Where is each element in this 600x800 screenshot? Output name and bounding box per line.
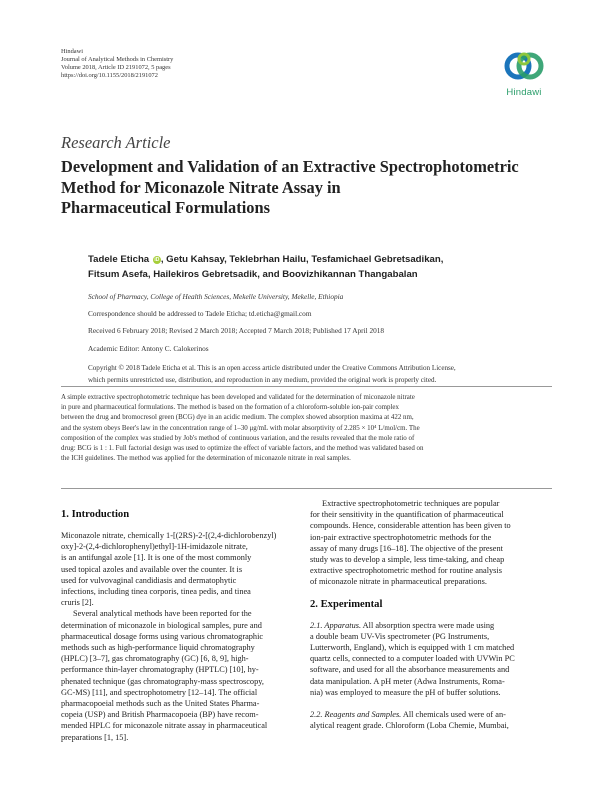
body-text: All chemicals used were of an- [401, 710, 506, 720]
body-line: is an antifungal azole [1]. It is one of the most commonly [61, 553, 252, 563]
body-line: study was to develop a simple, less time-taking, and cheap [310, 555, 505, 565]
abstract-line: composition of the complex was studied by Job's method of continuous variation, and the results revealed that the mole ratio of [61, 433, 415, 442]
body-line: Extractive spectrophotometric techniques are popular [322, 499, 500, 508]
journal-name: Journal of Analytical Methods in Chemistry [61, 56, 174, 63]
logo-wordmark: Hindawi [506, 87, 542, 98]
author-list [88, 253, 558, 282]
abstract [61, 392, 552, 463]
section-heading-experimental: 2. Experimental [310, 598, 383, 610]
subsection-apparatus: 2.1. Apparatus. [310, 620, 362, 630]
title-line: Method for Miconazole Nitrate Assay in [61, 177, 341, 197]
abstract-top-divider [61, 386, 552, 387]
abstract-bottom-divider [61, 488, 552, 489]
body-line: mended HPLC for miconazole nitrate assay in pharmaceutical [61, 721, 268, 731]
body-line: ion-pair extractive spectrophotometric methods for the [310, 532, 492, 542]
body-line: infections, including tinea corporis, tinea pedis, and tinea [61, 587, 251, 597]
left-column [61, 498, 302, 743]
author-line: Fitsum Asefa, Hailekiros Gebretsadik, and Boovizhikannan Thangabalan [88, 268, 418, 280]
body-line: software, and used for all the absorbance measurements and [310, 665, 510, 675]
author-line [88, 253, 558, 268]
body-line: compounds. Hence, considerable attention has been given to [310, 521, 511, 531]
doi-link[interactable]: https://doi.org/10.1155/2018/2191072 [61, 72, 158, 79]
abstract-line: A simple extractive spectrophotometric technique has been developed and validated for the determination of miconazole nitrate [61, 393, 415, 401]
copyright-line: Copyright © 2018 Tadele Eticha et al. This is an open access article distributed under the Creative Commons Attribution License, [88, 364, 456, 372]
orcid-icon[interactable]: iD [154, 257, 160, 263]
body-line: determination of miconazole in biological samples, pure and [61, 620, 262, 630]
body-line: used for vulvovaginal candidiasis and dermatophytic [61, 575, 237, 585]
abstract-line: the ICH guidelines. The method was applied for the determination of miconazole nitrate in real samples. [61, 454, 351, 463]
abstract-line: drug: BCG is 1 : 1. Full factorial design was used to optimize the effect of variable factors, and the method was validated based on [61, 444, 424, 453]
journal-meta [61, 48, 173, 80]
publisher-name: Hindawi [61, 48, 84, 55]
abstract-line: and the system obeys Beer's law in the concentration range of 1–30 μg/mL with molar absorptivity of 2.285 × 10⁴ L/mol/cm. The [61, 423, 420, 432]
body-line: phenated technique (gas chromatography-mass spectroscopy, [61, 676, 264, 686]
publication-dates: Received 6 February 2018; Revised 2 March 2018; Accepted 7 March 2018; Published 17 April 2018 [88, 326, 385, 335]
body-line: copeia (USP) and British Pharmacopoeia (BP) have recom- [61, 710, 259, 720]
paper-title [61, 157, 551, 219]
abstract-line: in pure and pharmaceutical formulations. The method is based on the formation of a chloroform-soluble ion-pair complex [61, 403, 399, 412]
copyright-notice [88, 363, 552, 386]
body-line [310, 709, 551, 720]
title-line: Development and Validation of an Extractive Spectrophotometric [61, 157, 519, 176]
section-heading-introduction: 1. Introduction [61, 509, 130, 520]
body-line: extractive spectrophotometric method for routine analysis [310, 566, 502, 576]
author-line-rest: , Getu Kahsay, Teklebrhan Hailu, Tesfamichael Gebretsadikan, [160, 254, 444, 265]
title-line: Pharmaceutical Formulations [61, 198, 270, 217]
body-line: pharmacopoeial methods such as the United States Pharma- [61, 699, 260, 709]
affiliation: School of Pharmacy, College of Health Sciences, Mekelle University, Mekelle, Ethiopia [88, 292, 344, 301]
body-line: performance thin-layer chromatography (HPTLC) [10], hy- [61, 665, 259, 675]
body-line: for their sensitivity in the quantification of pharmaceutical [310, 510, 504, 520]
right-column [310, 498, 551, 731]
correspondence: Correspondence should be addressed to Tadele Eticha; td.eticha@gmail.com [88, 309, 312, 318]
body-line: oxy]-2-(2,4-dichlorophenyl)ethyl]-1H-imidazole nitrate, [61, 542, 248, 552]
subsection-reagents: 2.2. Reagents and Samples. [310, 710, 402, 720]
body-line: nia) was employed to measure the pH of buffer solutions. [310, 687, 501, 697]
volume-info: Volume 2018, Article ID 2191072, 5 pages [61, 64, 171, 71]
body-line: Several analytical methods have been reported for the [73, 609, 252, 619]
body-text: All absorption spectra were made using [361, 620, 495, 630]
body-line: alytical reagent grade. Chloroform (Loba Chemie, Mumbai, [310, 721, 509, 731]
body-line: pharmaceutical dosage forms using various chromatographic [61, 631, 264, 641]
paragraph-gap [310, 698, 551, 709]
body-line: assay of many drugs [16–18]. The objective of the present [310, 543, 503, 553]
body-line: a double beam UV-Vis spectrometer (PG Instruments, [310, 631, 490, 641]
article-type: Research Article [61, 133, 171, 152]
body-line: quartz cells, connected to a computer loaded with UVWin PC [310, 654, 515, 664]
hindawi-logo-icon [502, 46, 546, 86]
first-author[interactable]: Tadele Eticha [88, 254, 150, 265]
body-line: GC-MS) [11], and spectrophotometry [12–14]. The official [61, 687, 258, 697]
body-line: (HPLC) [3–7], gas chromatography (GC) [6, 8, 9], high- [61, 654, 249, 664]
body-line: of miconazole nitrate in pharmaceutical preparations. [310, 577, 487, 587]
body-line: preparations [1, 15]. [61, 732, 129, 742]
hindawi-logo [496, 46, 552, 106]
body-line: cruris [2]. [61, 598, 94, 608]
body-line: used topical azoles and available over the counter. It is [61, 564, 243, 574]
body-line: Lutterworth, England), which is equipped with 1 cm matched [310, 643, 515, 653]
body-line [310, 620, 551, 631]
body-line: methods such as high-performance liquid chromatography [61, 643, 255, 653]
body-line: Miconazole nitrate, chemically 1-[(2RS)-2-[(2,4-dichlorobenzyl) [61, 531, 277, 540]
body-line: data manipulation. A pH meter (Adwa Instruments, Roma- [310, 676, 505, 686]
academic-editor: Academic Editor: Antony C. Calokerinos [88, 344, 209, 353]
copyright-line: which permits unrestricted use, distribution, and reproduction in any medium, provided the original work is properly cited. [88, 375, 437, 384]
abstract-line: between the drug and bromocresol green (BCG) dye in an acidic medium. The complex showed absorption maxima at 422 nm, [61, 413, 414, 422]
